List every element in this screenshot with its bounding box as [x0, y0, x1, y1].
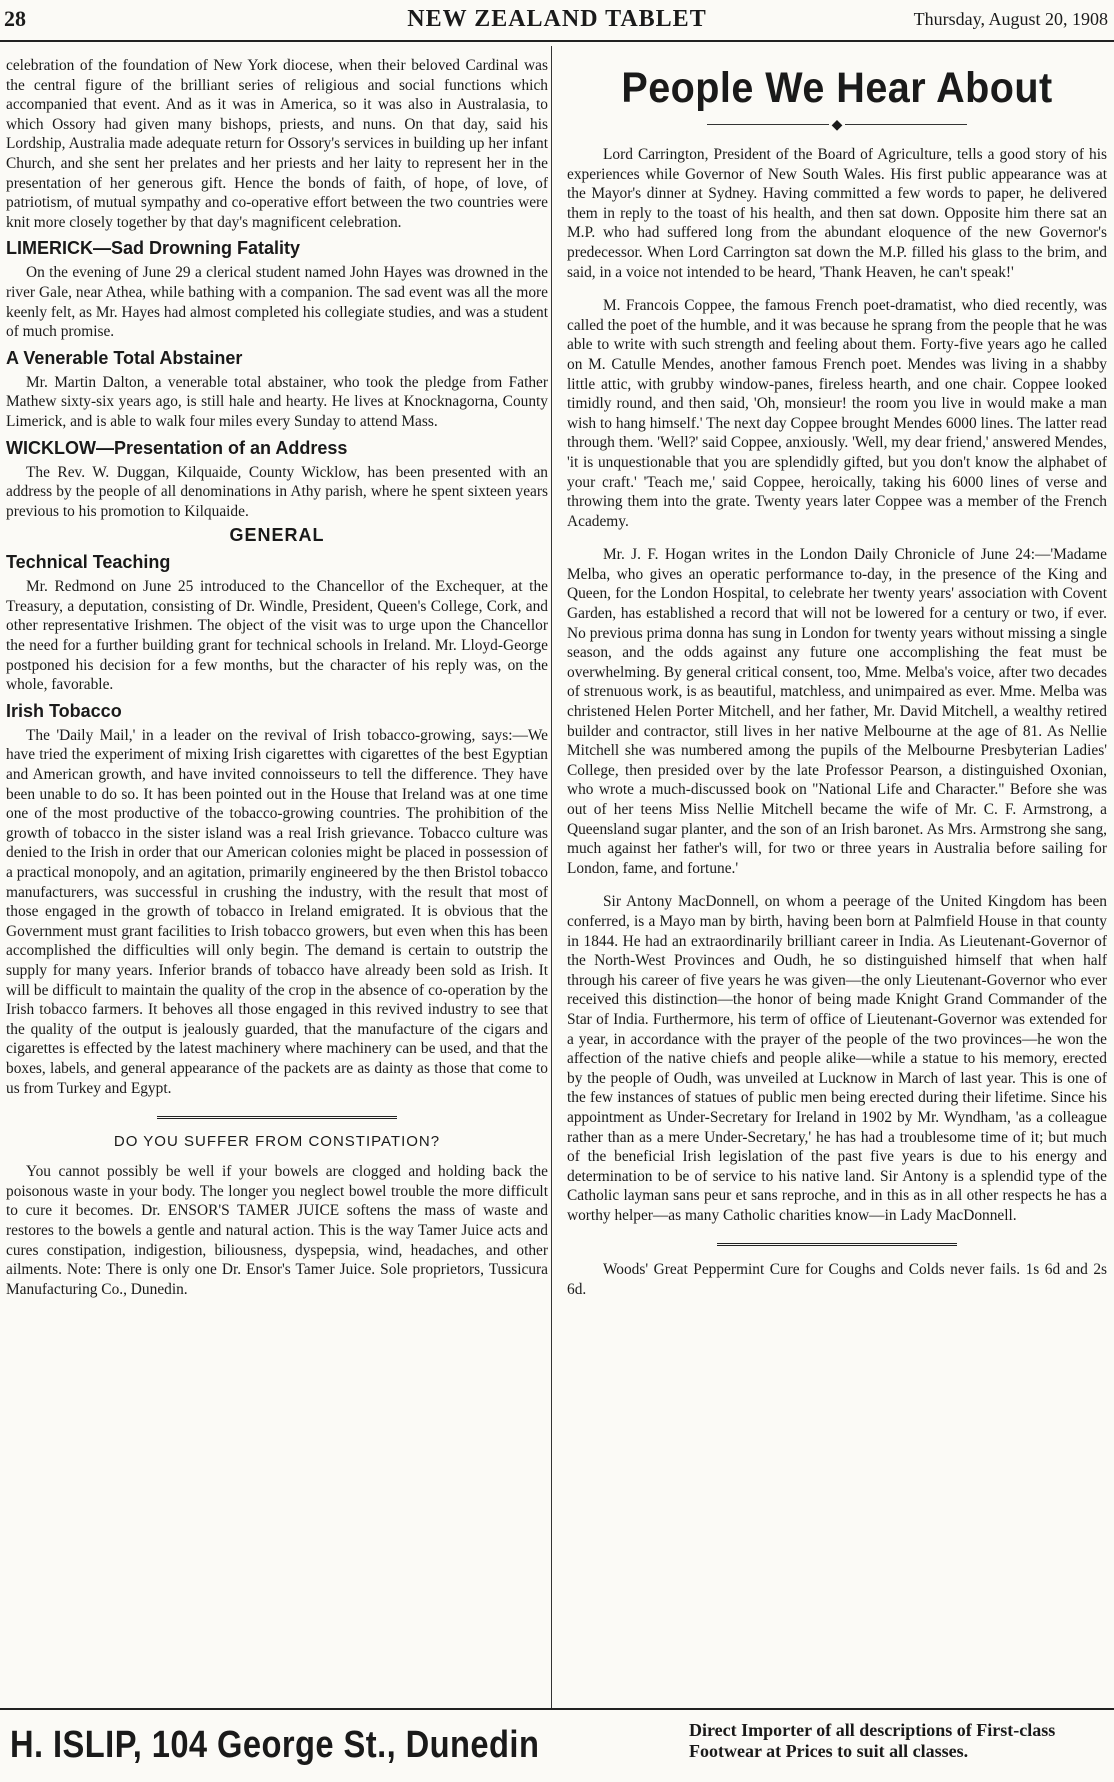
macdonnell-paragraph: Sir Antony MacDonnell, on whom a peerage of the United Kingdom has been conferred, is a Mayo man by birth, having been born at Palmfield House in that county in 1844. He had an extraordinarily brilliant career in India. As Lieutenant-Governor of the North-West Provinces and Oudh, he so distinguished himself that when half through his career of five years he was given—the only Lieutenant-Governor who ever received this distinction—the honor of being made Knight Grand Commander of the Star of India. Furthermore, his term of office of Lieutenant-Governor was extended for a year, in accordance with the prayer of the people of the two provinces—he won the affection of the native chiefs and people alike—while a statue to his memory, erected by the people of Oudh, was unveiled at Lucknow in March of last year. This is one of the few instances of statues of public men being erected during their lifetime. Since his appointment as Under-Secretary for Ireland in 1902 by Mr. Wyndham, 'as a colleague rather than as a mere Under-Secretary,' he has had a troublesome time of it; but much of the beneficial Irish legislation of the past five years is due to his energy and determination to be of service to his native land. Sir Antony is a splendid type of the Catholic layman sans peur et sans reproche, and in this as in all other respects he has a worthy helper—as many Catholic charities know—in Lady MacDonnell. — [567, 893, 1107, 1224]
coppee-paragraph: M. Francois Coppee, the famous French poet-dramatist, who died recently, was called the poet of the humble, and it was because he sprang from the people that he was able to write with such strength and feeling about them. Forty-five years ago he called on M. Catulle Mendes, another famous French poet. Mendes was living in a shabby little attic, with grubby window-panes, fireless hearth, and one chair. Coppee looked timidly round, and then said, 'Oh, monsieur! the room you live in would make a man wish to hang himself.' The next day Coppee brought Mendes 6000 lines. The latter read through them. 'Well?' said Coppee, anxiously. 'Well, my dear friend,' answered Mendes, 'it is unquestionable that you are splendidly gifted, but you don't know the alphabet of your craft.' 'Teach me,' said Coppee, heroically, taking his 6000 lines of verse and throwing them into the grate. Twenty years later Coppee was a member of the French Academy. — [567, 297, 1107, 530]
footer-rule — [0, 1708, 1114, 1710]
shop-name: H. ISLIP, 104 George St., Dunedin — [10, 1724, 540, 1766]
left-column — [6, 56, 548, 1299]
column-divider — [551, 46, 552, 1708]
newspaper-title: NEW ZEALAND TABLET — [407, 6, 707, 32]
masthead — [0, 0, 1114, 46]
melba-paragraph: Mr. J. F. Hogan writes in the London Daily Chronicle of June 24:—'Madame Melba, who gives an operatic performance to-day, in the presence of the King and Queen, for the London Hospital, to celebrate her twenty years' association with Covent Garden, has established a record that will not be lowered for a century or two, if ever. No previous prima donna has sung in London for twenty years without missing a single season, and the odds against any future one accomplishing the feat must be overwhelming. By general critical consent, too, Mme. Melba's voice, after two decades of strenuous work, is as beautiful, matchless, and unimpaired as ever. Mme. Melba was christened Helen Porter Mitchell, and her father, Mr. David Mitchell, a wealthy retired builder and contractor, still lives in her native Melbourne at the age of 81. As Nellie Mitchell she was numbered among the pupils of the Melbourne Presbyterian Ladies' College, then presided over by the late Professor Pearson, a distinguished Oxonian, who wrote a much-discussed book on "National Life and Character." Before she was out of her teens Miss Nellie Mitchell became the wife of Mr. C. F. Armstrong, a Queensland sugar planter, and the son of an Irish baronet. As Mrs. Armstrong she sang, much against her father's will, for two or three years in Australia before sailing for London, fame, and fortune.' — [567, 546, 1107, 877]
general-heading: GENERAL — [229, 525, 325, 546]
issue-date: Thursday, August 20, 1908 — [913, 9, 1108, 29]
heading-ornament — [567, 117, 1107, 131]
abstainer-paragraph: Mr. Martin Dalton, a venerable total abstainer, who took the pledge from Father Mathew sixty-six years ago, is still hale and hearty. He lives at Knocknagorna, County Limerick, and is able to walk four miles every Sunday to attend Mass. — [6, 373, 548, 430]
tobacco-paragraph: The 'Daily Mail,' in a leader on the revival of Irish tobacco-growing, says:—We have tried the experiment of mixing Irish cigarettes with cigarettes of the best Egyptian and American growth, and have invited connoisseurs to tell the difference. They have been unable to do so. It has been pointed out in the House that Ireland was at one time one of the most productive of the tobacco-growing countries. The prohibition of the growth of tobacco in the sister island was a real Irish grievance. Tobacco culture was denied to the Irish in order that our American colonies might be placed in possession of a practical monopoly, and an agitation, primarily engineered by the then Bristol tobacco manufacturers, was successful in crushing the industry, with the result that most of those engaged in the growth of tobacco in Ireland emigrated. It is obvious that the Government must grant facilities to Irish tobacco growers, but even when this has been accomplished the difficulties will only begin. The demand is certain to outstrip the supply for many years. Inferior brands of tobacco have already been sold as Irish. It will be difficult to maintain the quality of the crop in the absence of co-operation by the Irish tobacco farmers. It behoves all those engaged in this revived industry to see that the quality of the output is jealously guarded, that the manufacture of the cigars and cigarettes is effected by the latest machinery where machinery can be used, and that the boxes, labels, and general appearance of the packets are as dainty as those that come to us from Turkey and Egypt. — [6, 726, 548, 1097]
page-number: 28 — [4, 6, 26, 31]
section-divider — [157, 1116, 397, 1119]
right-column — [567, 58, 1107, 1314]
diamond-icon: ◆ — [829, 118, 846, 133]
advert-paragraph: You cannot possibly be well if your bowels are clogged and holding back the poisonous waste in your body. The longer you neglect bowel trouble the more difficult to cure it becomes. Dr. ENSOR'S TAMER JUICE softens the mass of waste and restores to the bowels a gentle and natural action. This is the way Tamer Juice acts and cures constipation, indigestion, biliousness, dyspepsia, wind, headaches, and other ailments. Note: There is only one Dr. Ensor's Tamer Juice. Sole proprietors, Tussicura Manufacturing Co., Dunedin. — [6, 1163, 548, 1298]
tobacco-heading: Irish Tobacco — [6, 700, 122, 721]
carrington-paragraph: Lord Carrington, President of the Board of Agriculture, tells a good story of his experiences while Governor of New South Wales. His first public appearance was at the Mayor's dinner at Sydney. Having committed a few words to paper, he delivered them in reply to the toast of his health, and then sat down. Opposite him there sat an M.P. who had suffered long from the abundant eloquence of the new Governor's predecessor. When Lord Carrington sat down the M.P. filled his glass to the brim, and said, in a voice not intended to be heard, 'Thank Heaven, he can't speak!' — [567, 146, 1107, 281]
technical-heading: Technical Teaching — [6, 552, 171, 573]
notice-divider — [717, 1243, 957, 1246]
masthead-rule — [0, 40, 1114, 42]
peppermint-notice: Woods' Great Peppermint Cure for Coughs and Colds never fails. 1s 6d and 2s 6d. — [567, 1261, 1107, 1299]
limerick-heading: LIMERICK—Sad Drowning Fatality — [6, 238, 301, 259]
wicklow-paragraph: The Rev. W. Duggan, Kilquaide, County Wicklow, has been presented with an address by the people of all denominations in Athy parish, where he spent sixteen years previous to his promotion to Kilquaide. — [6, 463, 548, 520]
intro-paragraph: celebration of the foundation of New York diocese, when their beloved Cardinal was the central figure of the brilliant series of religious and social functions which accompanied that event. And as it was in America, so it was also in Australasia, to which Ossory had given many bishops, priests, and nuns. On that day, said his Lordship, Australia made adequate return for Ossory's services in building up her infant Church, and she sent her prelates and her priests and her laity to represent her in the presentation of her generous gift. Hence the bonds of faith, of hope, of love, of patriotism, of mutual sympathy and co-operative effort between the two countries were knit more closely together by that day's magnificent celebration. — [6, 57, 548, 231]
wicklow-heading: WICKLOW—Presentation of an Address — [6, 437, 348, 458]
abstainer-heading: A Venerable Total Abstainer — [6, 347, 243, 368]
shop-tagline: Direct Importer of all descriptions of First-class Footwear at Prices to suit all classes. — [689, 1720, 1056, 1761]
advert-heading: DO YOU SUFFER FROM CONSTIPATION? — [113, 1133, 441, 1151]
technical-paragraph: Mr. Redmond on June 25 introduced to the Chancellor of the Exchequer, at the Treasury, a deputation, consisting of Dr. Windle, President, Queen's College, Cork, and other representative Irishmen. The object of the visit was to urge upon the Chancellor the need for a further building grant for technical schools in Ireland. Mr. Lloyd-George postponed his decision for a few months, but the character of his reply was, on the whole, favorable. — [6, 578, 548, 694]
footer-advert — [0, 1716, 1114, 1778]
people-heading: People We Hear About — [621, 64, 1053, 112]
limerick-paragraph: On the evening of June 29 a clerical student named John Hayes was drowned in the river Gale, near Athea, while bathing with a companion. The sad event was all the more keenly felt, as Mr. Hayes had almost completed his collegiate studies, and was a student of much promise. — [6, 264, 548, 341]
